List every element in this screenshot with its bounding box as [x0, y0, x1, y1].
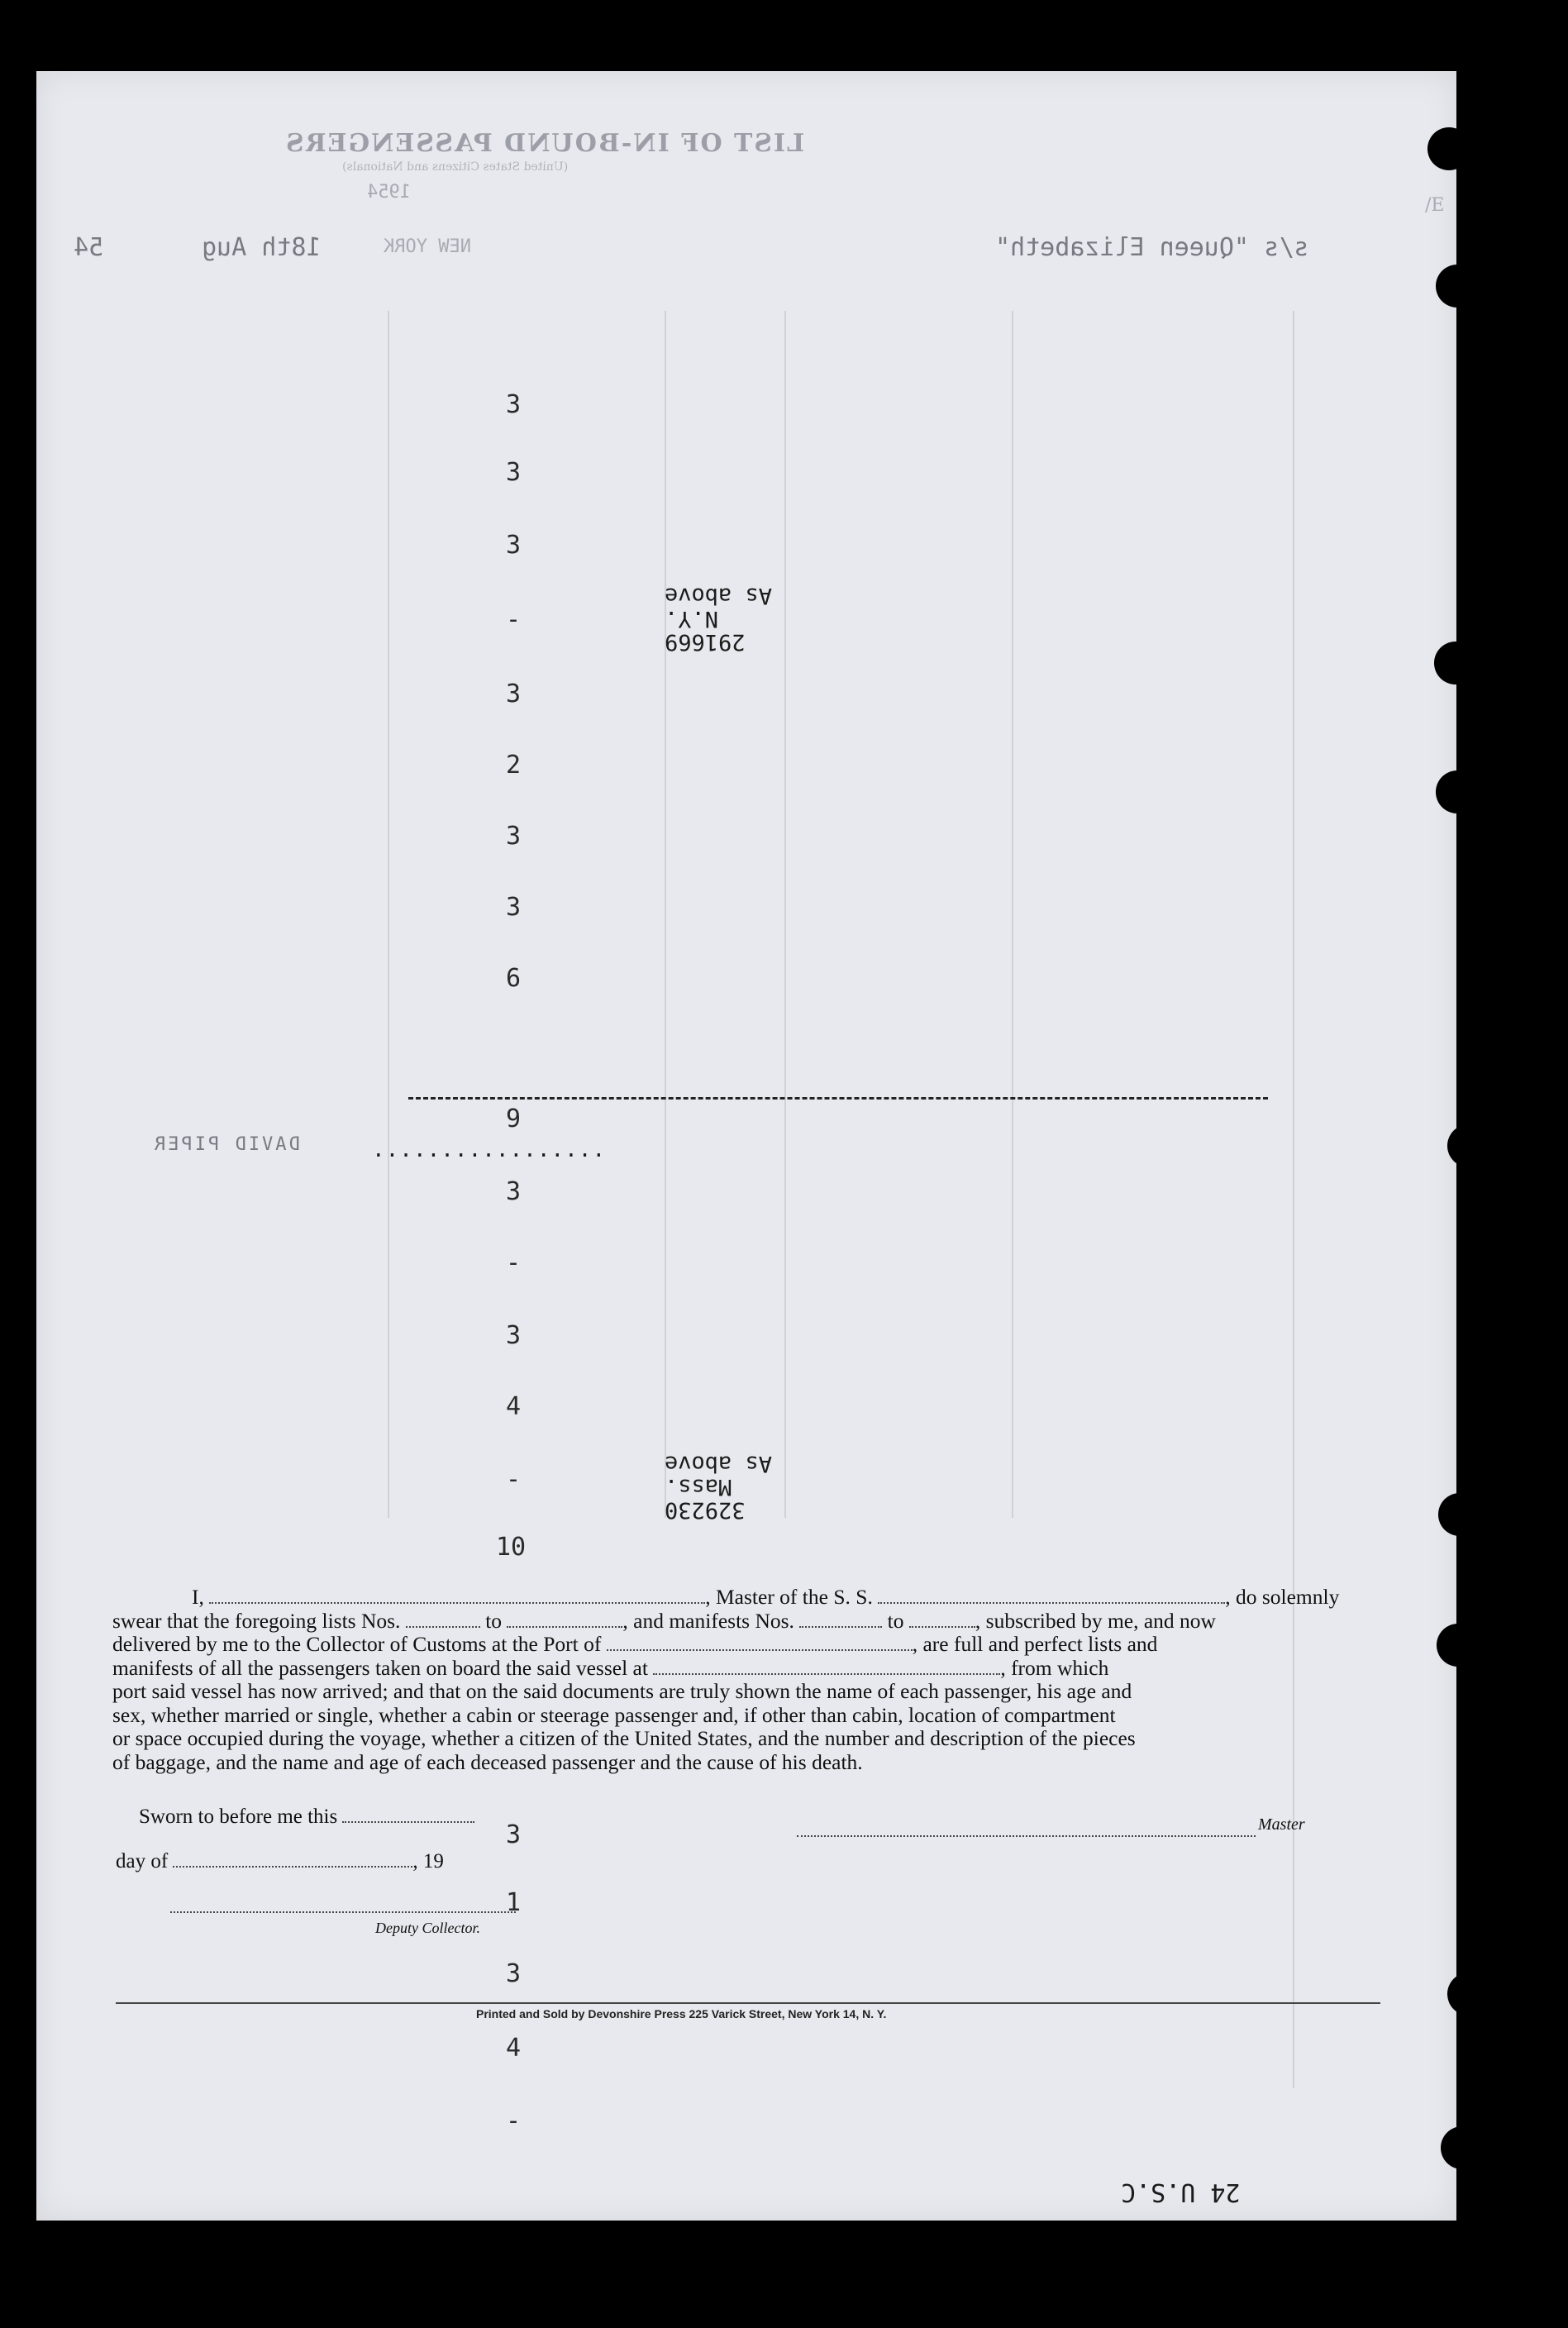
page-mark [1425, 195, 1444, 216]
dashed-separator [408, 1097, 1268, 1100]
cert-text: to [887, 1608, 904, 1633]
cert-text: , from which [1000, 1655, 1109, 1680]
row-number: 3 [506, 1820, 522, 1849]
form-title [284, 129, 804, 158]
year-full-text: 1954 [367, 182, 411, 203]
year-full [367, 182, 411, 203]
row-number: 3 [506, 458, 522, 487]
printer-line [476, 2007, 886, 2020]
dotted-leader [372, 1138, 606, 1162]
mid-entry-line: 291669 [665, 629, 746, 655]
row-number: 4 [506, 2034, 522, 2063]
deputy-label [375, 1920, 480, 1937]
punch-hole [1437, 1624, 1480, 1667]
mid-entry [665, 584, 772, 653]
dashed-note [152, 1134, 300, 1155]
punch-hole [1436, 265, 1479, 308]
certificate-line-4 [112, 1657, 1369, 1681]
punch-hole [1434, 642, 1477, 685]
column-rule [388, 311, 389, 1518]
lower-entry [665, 1452, 772, 1521]
form-subtitle [342, 160, 568, 174]
ship-name-field[interactable] [878, 1587, 1225, 1604]
row-number: - [506, 1248, 522, 1277]
certificate-line-7: or space occupied during the voyage, whether a citizen of the United States, and the number and description of the pieces [112, 1726, 1136, 1750]
page-mark-text: /E [1425, 195, 1445, 216]
printer-line-text: Printed and Sold by Devonshire Press 225 Varick Street, New York 14, N. Y. [476, 2007, 887, 2020]
row-number: - [506, 1465, 522, 1494]
punch-hole [1447, 1124, 1490, 1167]
row-number: 3 [506, 1959, 522, 1988]
departure-port-field[interactable] [653, 1658, 1000, 1675]
day-label: day of [116, 1850, 169, 1872]
mid-entry-line: As above [665, 583, 773, 608]
column-rule [665, 311, 666, 1518]
master-name-field[interactable] [209, 1587, 705, 1604]
arrival-date [202, 233, 322, 262]
port-name [384, 236, 471, 257]
list-to-field[interactable] [507, 1611, 622, 1628]
row-number: 3 [506, 680, 522, 708]
punch-hole [1427, 127, 1470, 170]
cert-text: manifests of all the passengers taken on board the said vessel at [112, 1655, 648, 1680]
vessel-name-text: s/s "Queen Elizabeth" [995, 233, 1309, 262]
certificate-line-6: sex, whether married or single, whether a cabin or steerage passenger and, if other than cabin, location of compartment [112, 1702, 1116, 1727]
form-title-text: LIST OF IN-BOUND PASSENGERS [284, 129, 805, 158]
footer-rule [116, 2002, 1380, 2004]
cert-text: , and manifests Nos. [622, 1608, 794, 1633]
cert-text: I, [192, 1585, 204, 1609]
sworn-date-field[interactable] [342, 1806, 474, 1823]
cert-text: to [485, 1608, 503, 1633]
footer-code [1121, 2178, 1241, 2206]
manifest-from-field[interactable] [799, 1611, 882, 1628]
row-number: - [506, 2106, 522, 2135]
column-rule [784, 311, 786, 1518]
row-number: 3 [506, 893, 522, 922]
row-number: 4 [506, 1392, 522, 1421]
row-number: 3 [506, 1177, 522, 1206]
manifest-sheet [36, 71, 1456, 2221]
list-from-field[interactable] [406, 1611, 480, 1628]
lower-entry-line: Mass. [665, 1474, 732, 1500]
punch-hole [1438, 1493, 1481, 1536]
mid-entry-line: N.Y. [665, 606, 719, 632]
day-line [116, 1850, 444, 1873]
row-number: 9 [506, 1104, 522, 1133]
arrival-date-text: 18th Aug [202, 233, 322, 262]
row-number: 2 [506, 751, 522, 780]
year-prefix: , 19 [412, 1850, 444, 1872]
column-rule [1012, 311, 1013, 1518]
year-short-text: 54 [74, 233, 104, 262]
master-label [1258, 1815, 1305, 1834]
cert-text: , are full and perfect lists and [912, 1632, 1158, 1656]
cert-text: swear that the foregoing lists Nos. [112, 1608, 401, 1633]
sworn-line [139, 1806, 474, 1829]
manifest-to-field[interactable] [909, 1611, 975, 1628]
day-of-field[interactable] [173, 1851, 412, 1868]
deputy-signature-line[interactable] [170, 1895, 516, 1913]
port-name-text: NEW YORK [384, 236, 471, 257]
row-number: 3 [506, 822, 522, 851]
dotted-leader-text: ................. [372, 1138, 607, 1162]
row-number: 6 [506, 964, 522, 993]
row-number: 1 [506, 1888, 522, 1917]
certificate-line-8: of baggage, and the name and age of each deceased passenger and the cause of his death. [112, 1749, 863, 1774]
certificate-line-2 [112, 1610, 1369, 1634]
row-number: 3 [506, 390, 522, 419]
lower-entry-line: 329230 [665, 1497, 746, 1523]
certificate-line-5: port said vessel has now arrived; and that on the said documents are truly shown the name of each passenger, his age and [112, 1679, 1132, 1703]
row-number: - [506, 605, 522, 634]
row-number: 3 [506, 531, 522, 560]
certificate-line-1 [112, 1586, 1369, 1610]
punch-hole [1436, 770, 1479, 813]
master-signature-line[interactable] [797, 1819, 1256, 1837]
cert-text: , do solemnly [1225, 1585, 1340, 1609]
certificate-line-3 [112, 1633, 1369, 1657]
year-short [74, 233, 103, 262]
vessel-name [995, 233, 1308, 262]
cert-text: , subscribed by me, and now [975, 1608, 1216, 1633]
row-number: 10 [496, 1533, 527, 1562]
cert-text: , Master of the S. S. [705, 1585, 873, 1609]
deputy-label-text: Deputy Collector. [375, 1920, 480, 1936]
form-subtitle-text: (United States Citizens and Nationals) [342, 160, 569, 174]
master-label-text: Master [1258, 1815, 1305, 1834]
master-certificate [112, 1586, 1369, 1774]
sworn-label: Sworn to before me this [139, 1806, 338, 1828]
footer-code-text: 24 U.S.C [1121, 2178, 1241, 2206]
cert-text: delivered by me to the Collector of Customs at the Port of [112, 1632, 602, 1656]
punch-hole [1447, 1973, 1490, 2016]
lower-entry-line: As above [665, 1451, 773, 1476]
row-number: 3 [506, 1321, 522, 1350]
punch-hole [1441, 2126, 1484, 2169]
dashed-note-text: DAVID PIPER [152, 1134, 300, 1155]
port-field[interactable] [607, 1634, 913, 1651]
